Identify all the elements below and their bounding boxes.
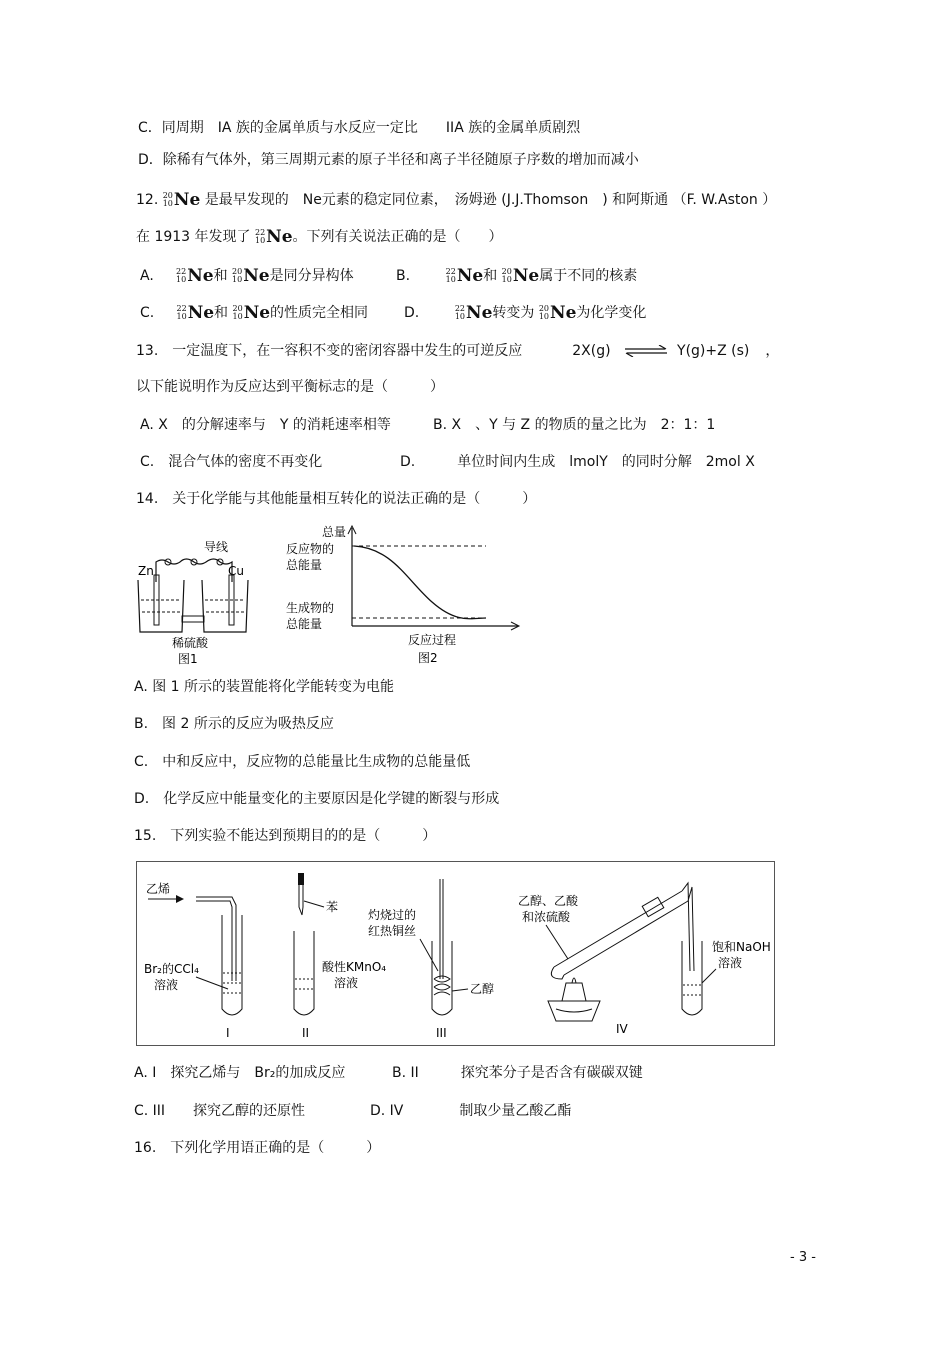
q12-stem-line2: 在 1913 年发现了 22 10 Ne。下列有关说法正确的是（ ） xyxy=(136,227,503,247)
q15-option-a: A. I 探究乙烯与 Br₂的加成反应 xyxy=(134,1065,346,1081)
experiment-2-number: II xyxy=(302,1026,310,1040)
acid-label: 稀硫酸 xyxy=(172,636,209,650)
q12-option-c: C. 22 10 Ne和 20 10 Ne的性质完全相同 xyxy=(140,303,369,323)
q13-stem-line1: 13. 一定温度下，在一容积不变的密闭容器中发生的可逆反应 2X(g) Y(g)+Z (s) ， xyxy=(136,343,780,359)
isotope-ne22: 22 10 Ne xyxy=(254,227,293,247)
q15-option-d: D. IV 制取少量乙酸乙酯 xyxy=(370,1103,572,1119)
benzene-label: 苯 xyxy=(326,900,339,914)
q12-option-d: D. 22 10 Ne转变为 20 10 Ne为化学变化 xyxy=(404,303,647,323)
ethanol-label: 乙醇 xyxy=(470,982,495,996)
experiment-1-number: I xyxy=(226,1026,230,1040)
q14-option-d: D. 化学反应中能量变化的主要原因是化学键的断裂与形成 xyxy=(134,791,500,807)
page-number: - 3 - xyxy=(790,1250,816,1265)
naoh-label: 饱和NaOH xyxy=(712,940,771,954)
isotope-ne20: 20 10 Ne xyxy=(232,266,270,286)
q13-option-a: A. X 的分解速率与 Y 的消耗速率相等 xyxy=(140,417,391,433)
q14-option-c: C. 中和反应中，反应物的总能量比生成物的总能量低 xyxy=(134,754,471,770)
q12-option-a: A. 22 10 Ne和 20 10 Ne是同分异构体 xyxy=(140,266,354,286)
isotope-ne22: 22 10 Ne xyxy=(176,266,214,286)
br2-ccl4-label: Br₂的CCl₄ xyxy=(144,962,199,976)
product-label-2: 总能量 xyxy=(286,617,323,631)
q12-stem-line1: 12. 20 10 Ne 是最早发现的 Ne元素的稳定同位素， 汤姆逊 (J.J.Thomson ) 和阿斯通 （F. W.Aston ） xyxy=(136,190,777,210)
mixture-label-2: 和浓硫酸 xyxy=(522,910,571,924)
q14-stem: 14. 关于化学能与其他能量相互转化的说法正确的是（ ） xyxy=(136,491,537,507)
experiment-3-number: III xyxy=(436,1026,447,1040)
q11-option-d: D．除稀有气体外，第三周期元素的原子半径和离子半径随原子序数的增加而减小 xyxy=(138,152,639,168)
q14-option-b: B. 图 2 所示的反应为吸热反应 xyxy=(134,716,334,732)
reactant-label-2: 总能量 xyxy=(286,558,323,572)
q15-option-b: B. II 探究苯分子是否含有碳碳双键 xyxy=(392,1065,643,1081)
figure-1-galvanic-cell xyxy=(134,520,264,668)
solution-label-2: 溶液 xyxy=(334,976,359,990)
mixture-label-1: 乙醇、乙酸 xyxy=(518,894,579,908)
reversible-arrow-icon xyxy=(623,345,669,357)
heated-copper-label-1: 灼烧过的 xyxy=(368,908,417,922)
kmno4-label: 酸性KMnO₄ xyxy=(322,960,387,974)
figure-2-energy-diagram xyxy=(282,520,522,668)
experiment-4-number: IV xyxy=(616,1022,628,1036)
reaction-product: Y(g)+Z (s) xyxy=(677,343,750,359)
ethylene-label: 乙烯 xyxy=(146,882,171,896)
zn-label: Zn xyxy=(138,564,154,578)
q12-number: 12. xyxy=(136,192,159,208)
y-axis-title: 总量 xyxy=(322,525,347,539)
q15-option-c: C. III 探究乙醇的还原性 xyxy=(134,1103,306,1119)
figure-1-caption: 图1 xyxy=(178,652,198,666)
heated-copper-label-2: 红热铜丝 xyxy=(368,924,417,938)
q13-option-b: B. X 、Y 与 Z 的物质的量之比为 2：1：1 xyxy=(433,417,716,433)
q15-stem: 15. 下列实验不能达到预期目的的是（ ） xyxy=(134,828,437,844)
q13-option-d: D. 单位时间内生成 lmolY 的同时分解 2mol X xyxy=(400,454,755,470)
x-axis-title: 反应过程 xyxy=(408,633,457,647)
reactant-label-1: 反应物的 xyxy=(286,542,335,556)
solution-label-1: 溶液 xyxy=(154,978,179,992)
q13-option-c: C. 混合气体的密度不再变化 xyxy=(140,454,323,470)
solution-label-3: 溶液 xyxy=(718,956,743,970)
q11-option-c: C．同周期 IA 族的金属单质与水反应一定比 IIA 族的金属单质剧烈 xyxy=(138,120,581,136)
cu-label: Cu xyxy=(228,564,244,578)
q14-option-a: A. 图 1 所示的装置能将化学能转变为电能 xyxy=(134,679,395,695)
isotope-ne20: 20 10 Ne xyxy=(162,190,201,210)
figure-2-caption: 图2 xyxy=(418,651,438,665)
product-label-1: 生成物的 xyxy=(286,601,335,615)
q16-stem: 16. 下列化学用语正确的是（ ） xyxy=(134,1140,381,1156)
q13-stem-line2: 以下能说明作为反应达到平衡标志的是（ ） xyxy=(136,379,444,395)
q12-option-b: B. 22 10 Ne和 20 10 Ne属于不同的核素 xyxy=(396,266,638,286)
reaction-reactant: 2X(g) xyxy=(572,343,611,359)
figure-experiments xyxy=(136,861,776,1047)
wire-label: 导线 xyxy=(204,540,229,554)
